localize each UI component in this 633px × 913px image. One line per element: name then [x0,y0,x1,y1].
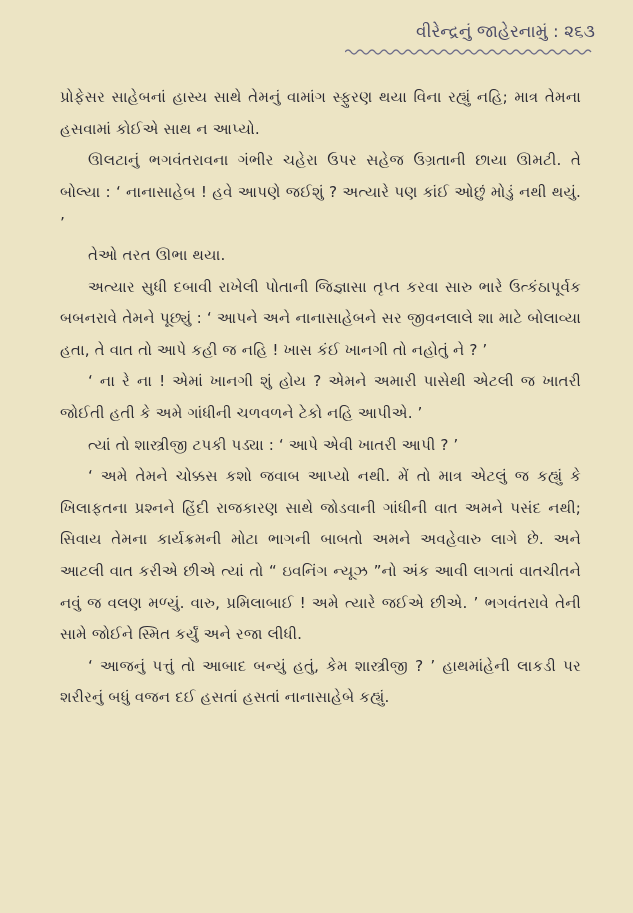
paragraph-3: તેઓ તરત ઊભા થયા. [88,245,226,264]
paragraph-4: અત્યાર સુધી દબાવી રાખેલી પોતાની જિજ્ઞાસા તૃપ્ત કરવા સારુ ભારે ઉત્કંઠાપૂર્વક બબનરાવે તેમને પૂછ્યું : ‘ આપને અને નાનાસાહેબને સર જીવનલાલે શા માટે બોલાવ્યા હતા, તે વાત તો આપે કહી જ નહિ ! ખાસ કંઈ ખાનગી તો નહોતું ને ? ’ [60,277,581,359]
paragraph-1: પ્રોફેસર સાહેબનાં હાસ્ય સાથે તેમનું વામાંગ સ્ફુરણ થયા વિના રહ્યું નહિ; માત્ર તેમના હસવામાં કોઈએ સાથ ન આપ્યો. [60,88,581,138]
paragraph-7: ‘ અમે તેમને ચોક્કસ કશો જવાબ આપ્યો નથી. મેં તો માત્ર એટલું જ કહ્યું કે ખિલાફતના પ્રશ્નને હિંદી રાજકારણ સાથે જોડવાની ગાંધીની વાત અમને પસંદ નથી; સિવાય તેમના કાર્યક્રમની મોટા ભાગની બાબતો અમને અવહેવારુ લાગે છે. અને આટલી વાત કરીએ છીએ ત્યાં તો “ ઇવનિંગ ન્યૂઝ ”નો અંક આવી લાગતાં વાતચીતને નવું જ વલણ મળ્યું. વારુ, પ્રમિલાબાઈ ! અમે ત્યારે જઈએ છીએ. ’ ભગવંતરાવે તેની સામે જોઈને સ્મિત કર્યું અને રજા લીધી. [60,467,581,644]
running-header [345,22,595,61]
header-wavy-underline [345,47,595,57]
paragraph-5: ‘ ના રે ના ! એમાં ખાનગી શું હોય ? એમને અમારી પાસેથી એટલી જ ખાતરી જોઈતી હતી કે અમે ગાંધીની ચળવળને ટેકો નહિ આપીએ. ’ [60,372,581,422]
header-title: વીરેન્દ્રનું જાહેરનામું : ૨૬૩ [416,22,595,42]
paragraph-2: ઊલટાનું ભગવંતરાવના ગંભીર ચહેરા ઉપર સહેજ ઉગ્રતાની છાયા ઊમટી. તે બોલ્યા : ‘ નાનાસાહેબ ! હવે આપણે જઈશું ? અત્યારે પણ કાંઈ ઓછું મોડું નથી થયું. ’ [60,151,581,233]
page-body [60,82,581,714]
paragraph-8: ‘ આજનું પત્તું તો આબાદ બન્યું હતું, કેમ શાસ્ત્રીજી ? ’ હાથમાંહેની લાકડી પર શરીરનું બધું વજન દઈ હસતાં હસતાં નાનાસાહેબે કહ્યું. [60,656,581,707]
paragraph-6: ત્યાં તો શાસ્ત્રીજી ટપકી પડ્યા : ‘ આપે એવી ખાતરી આપી ? ’ [88,435,459,454]
